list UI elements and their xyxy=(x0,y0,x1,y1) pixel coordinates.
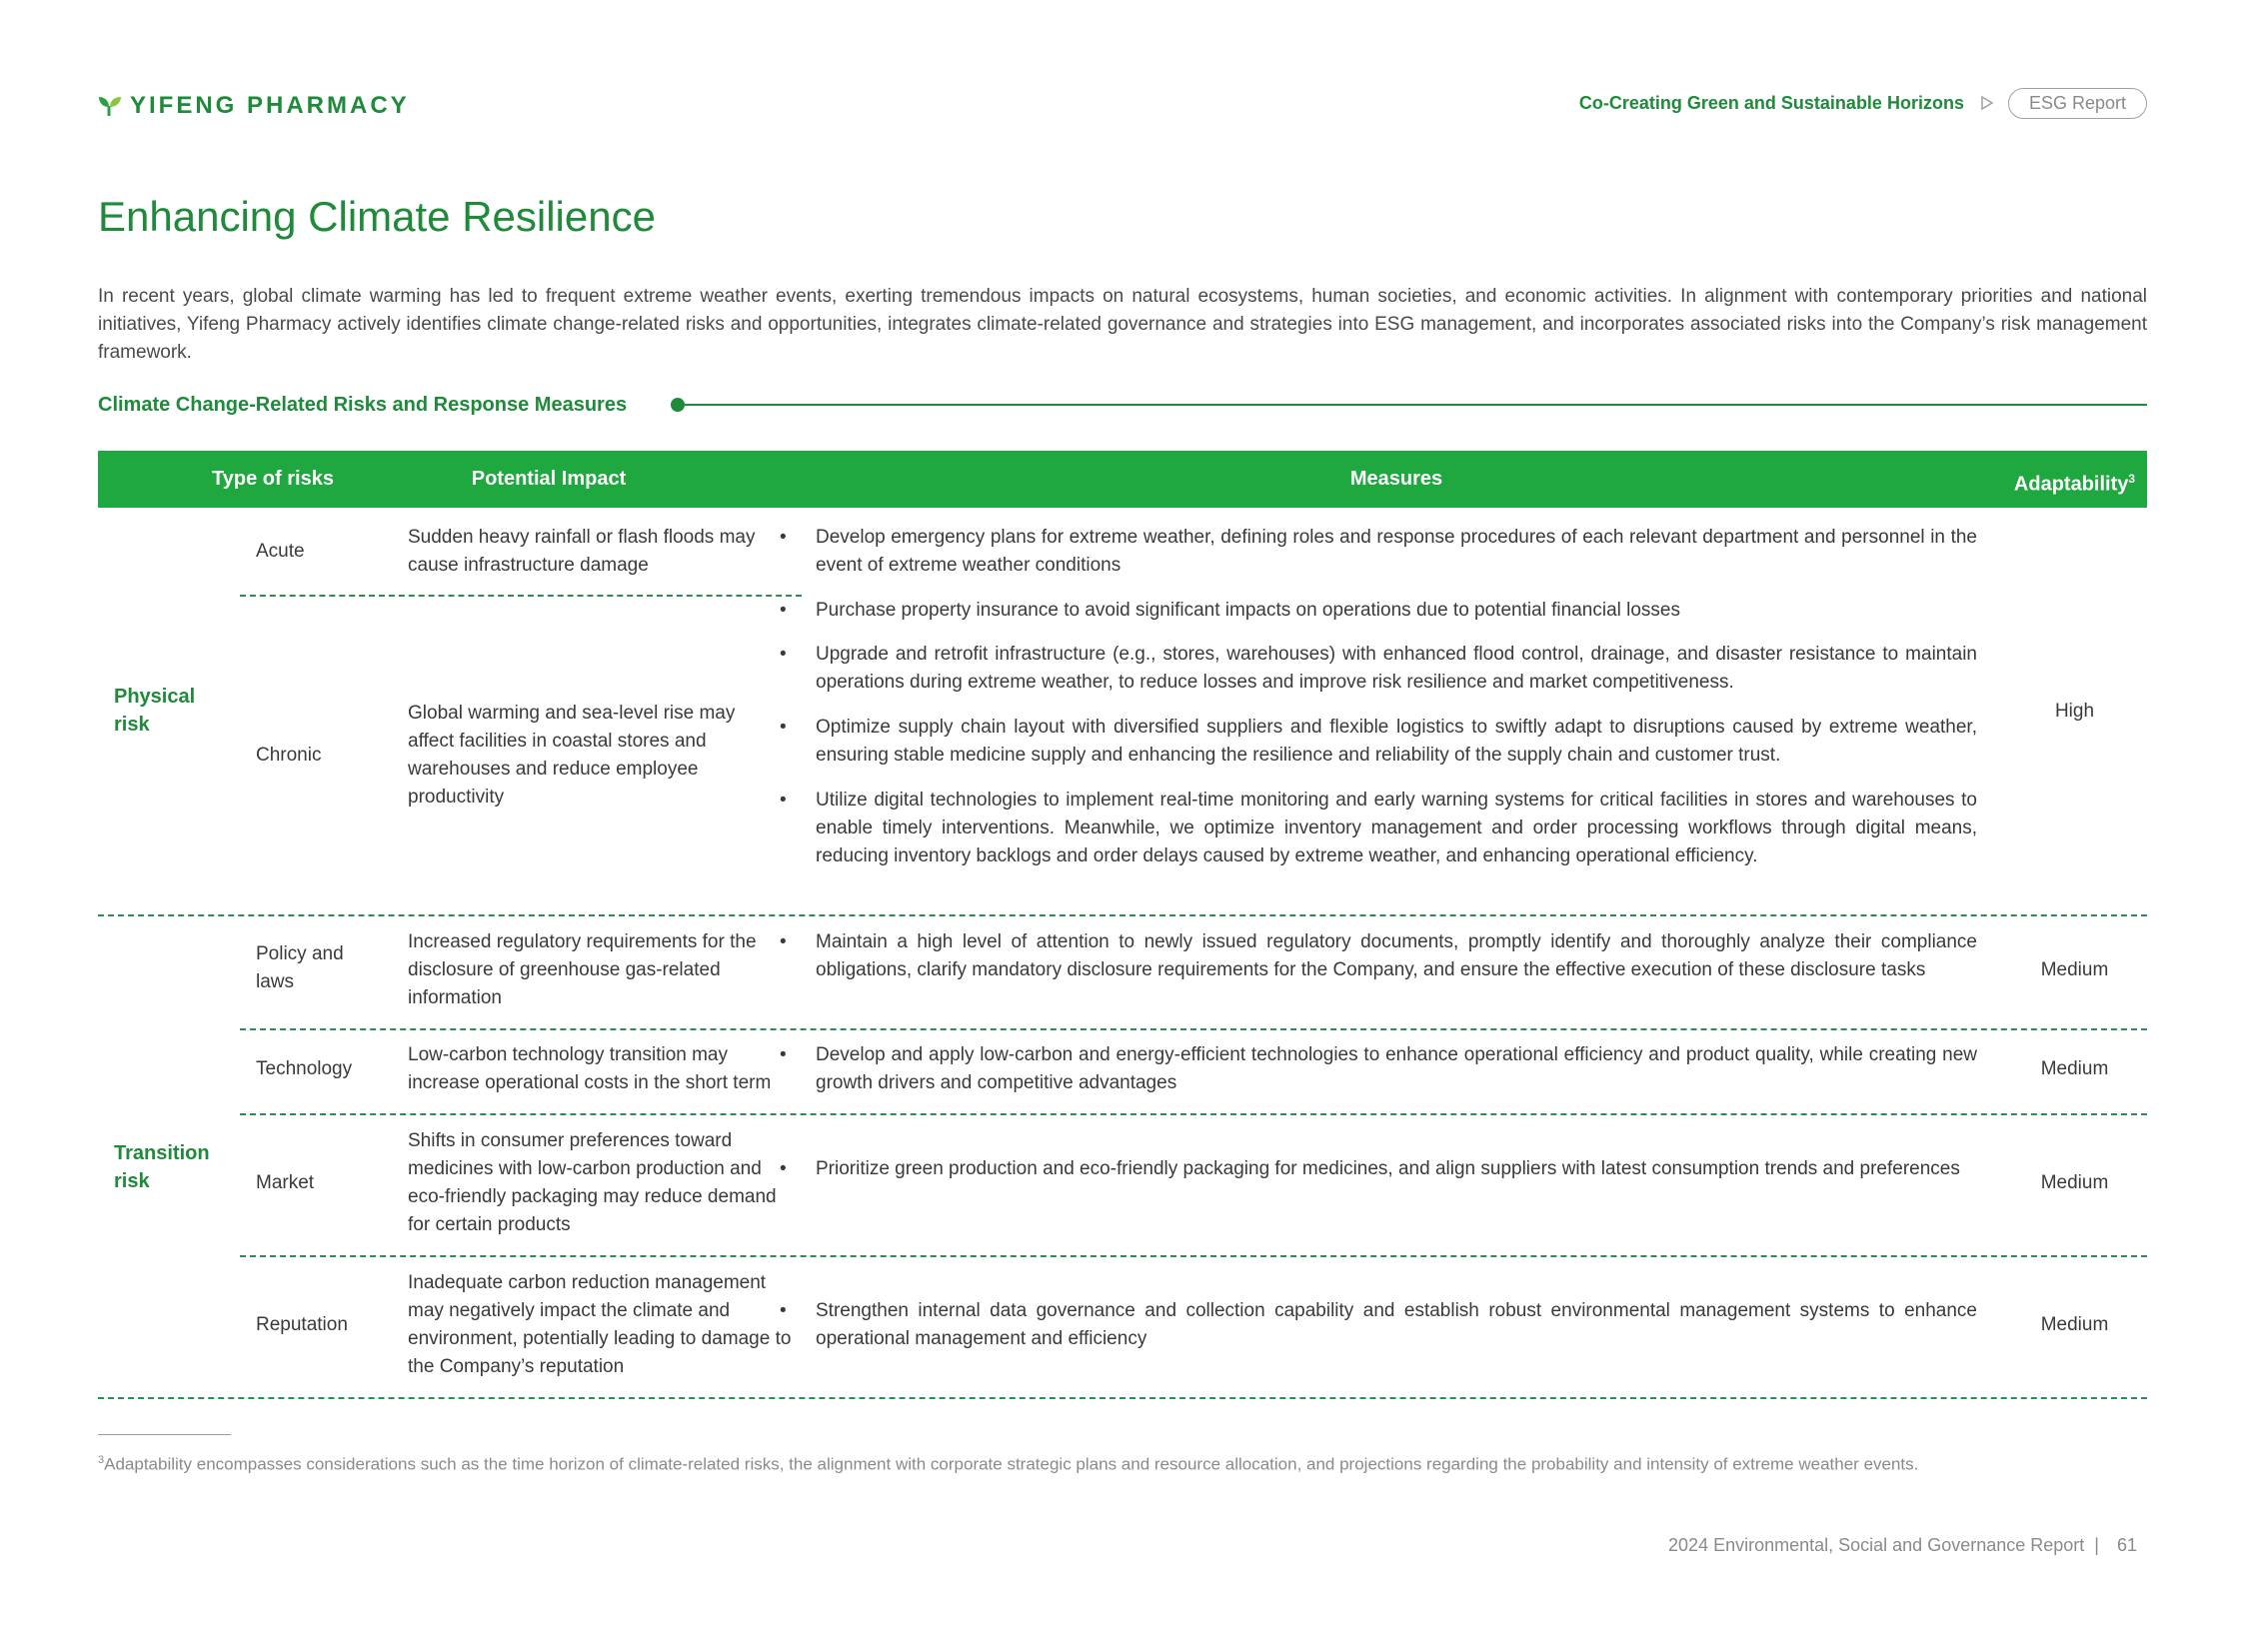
footer-separator: | xyxy=(2094,1535,2099,1555)
footer-report-title: 2024 Environmental, Social and Governance Report xyxy=(1668,1535,2085,1555)
triangle-right-icon xyxy=(1980,96,1994,110)
header-measures: Measures xyxy=(1349,468,1443,490)
category-transition-risk: Transition risk xyxy=(114,1142,210,1192)
risk-type-technology: Technology xyxy=(256,1058,353,1079)
impact-chronic: Global warming and sea-level rise may affect facilities in coastal stores and warehouses and reduce employee productivity xyxy=(408,703,736,808)
risk-type-acute: Acute xyxy=(256,541,305,562)
page-title: Enhancing Climate Resilience xyxy=(98,193,656,240)
impact-policy-and-laws: Increased regulatory requirements for the disclosure of greenhouse gas-related information xyxy=(408,931,757,1008)
table-bottom-divider xyxy=(98,1397,2147,1399)
adaptability-market: Medium xyxy=(2040,1172,2109,1193)
header-adaptability-label: Adaptability xyxy=(2013,473,2129,496)
footnote xyxy=(98,1448,2157,1477)
table-header xyxy=(98,451,2147,508)
impact-acute: Sudden heavy rainfall or flash floods may cause infrastructure damage xyxy=(408,527,756,576)
page-footer xyxy=(1668,1535,2137,1556)
row-divider xyxy=(240,1113,2147,1115)
group-divider xyxy=(98,914,2147,916)
leaf-icon xyxy=(98,94,122,118)
header-tagline: Co-Creating Green and Sustainable Horizons xyxy=(1578,92,1964,113)
impact-market: Shifts in consumer preferences toward medicines with low-carbon production and eco-friendly packaging may reduce demand for certain products xyxy=(408,1130,777,1235)
adaptability-policy-and-laws: Medium xyxy=(2040,959,2109,980)
footnote-marker: 3 xyxy=(98,1454,105,1466)
adaptability-technology: Medium xyxy=(2040,1058,2109,1079)
category-physical-risk: Physical risk xyxy=(114,686,196,736)
footnote-rule xyxy=(98,1434,231,1435)
risk-type-market: Market xyxy=(256,1172,315,1193)
measure-item: • Optimize supply chain layout with diversified suppliers and flexible logistics to swiftly adapt to disruptions caused by extreme weather, ensuring stable medicine supply and enhancing the resilience and reliability of the supply chain and customer trust. xyxy=(816,714,1977,770)
footnote-ref: 3 xyxy=(2128,472,2136,486)
intro-paragraph: In recent years, global climate warming has led to frequent extreme weather events, exerting tremendous impacts on natural ecosystems, human societies, and economic activities. In alignment with contemporary priorities and national initiatives, Yifeng Pharmacy actively identifies climate change-related risks and opportunities, integrates climate-related governance and strategies into ESG management, and incorporates associated risks into the Company’s risk management framework. xyxy=(98,286,2147,363)
measure-item: • Develop emergency plans for extreme weather, defining roles and response procedures of each relevant department and personnel in the event of extreme weather conditions xyxy=(816,524,1977,580)
esg-report-pill[interactable]: ESG Report xyxy=(2008,88,2147,119)
header-adaptability xyxy=(2002,451,2147,508)
measure-item: • Prioritize green production and eco-friendly packaging for medicines, and align suppliers with latest consumption trends and preferences xyxy=(816,1155,1977,1183)
brand-name: YIFENG PHARMACY xyxy=(130,92,410,119)
section-dot xyxy=(671,398,685,412)
impact-reputation: Inadequate carbon reduction management may negatively impact the climate and environment, potentially leading to damage to the Company’s reputation xyxy=(408,1272,792,1377)
measure-item: • Develop and apply low-carbon and energy-efficient technologies to enhance operational efficiency and product quality, while creating new growth drivers and competitive advantages xyxy=(816,1041,1977,1097)
measure-item: • Utilize digital technologies to implement real-time monitoring and early warning systems for critical facilities in stores and warehouses to enable timely interventions. Meanwhile, we optimize inventory management and order processing workflows through digital means, reducing inventory backlogs and order delays caused by extreme weather, and enhancing operational efficiency. xyxy=(816,787,1977,870)
risk-type-chronic: Chronic xyxy=(256,745,322,766)
row-divider xyxy=(240,1255,2147,1257)
page-header xyxy=(98,86,2147,132)
measure-item: • Maintain a high level of attention to newly issued regulatory documents, promptly identify and thoroughly analyze their compliance obligations, clarify mandatory disclosure requirements for the Company, and ensure the effective execution of these disclosure tasks xyxy=(816,928,1977,984)
adaptability-reputation: Medium xyxy=(2040,1314,2109,1335)
row-divider xyxy=(240,1028,2147,1030)
measure-item: • Upgrade and retrofit infrastructure (e.g., stores, warehouses) with enhanced flood control, drainage, and disaster resistance to maintain operations during extreme weather, to reduce losses and improve risk resilience and market competitiveness. xyxy=(816,641,1977,697)
footnote-text: Adaptability encompasses considerations such as the time horizon of climate-related risks, the alignment with corporate strategic plans and resource allocation, and projections regarding the probability and intensity of extreme weather events. xyxy=(104,1454,1919,1474)
impact-technology: Low-carbon technology transition may increase operational costs in the short term xyxy=(408,1044,772,1093)
risk-type-reputation: Reputation xyxy=(256,1314,348,1335)
measure-item: • Purchase property insurance to avoid significant impacts on operations due to potential financial losses xyxy=(816,597,1977,625)
section-title: Climate Change-Related Risks and Response Measures xyxy=(98,393,628,416)
adaptability-physical: High xyxy=(2054,701,2095,722)
header-type-of-risks: Type of risks xyxy=(212,468,334,490)
risk-type-policy-and-laws: Policy and laws xyxy=(256,943,344,992)
section-divider xyxy=(685,404,2147,406)
measure-item: • Strengthen internal data governance and collection capability and establish robust environmental management systems to enhance operational management and efficiency xyxy=(816,1297,1977,1353)
header-nav xyxy=(1579,86,2147,120)
brand-logo xyxy=(98,92,410,120)
row-divider xyxy=(240,595,802,597)
section-heading xyxy=(98,388,2147,422)
header-potential-impact: Potential Impact xyxy=(471,468,627,490)
page-number: 61 xyxy=(2116,1535,2137,1555)
